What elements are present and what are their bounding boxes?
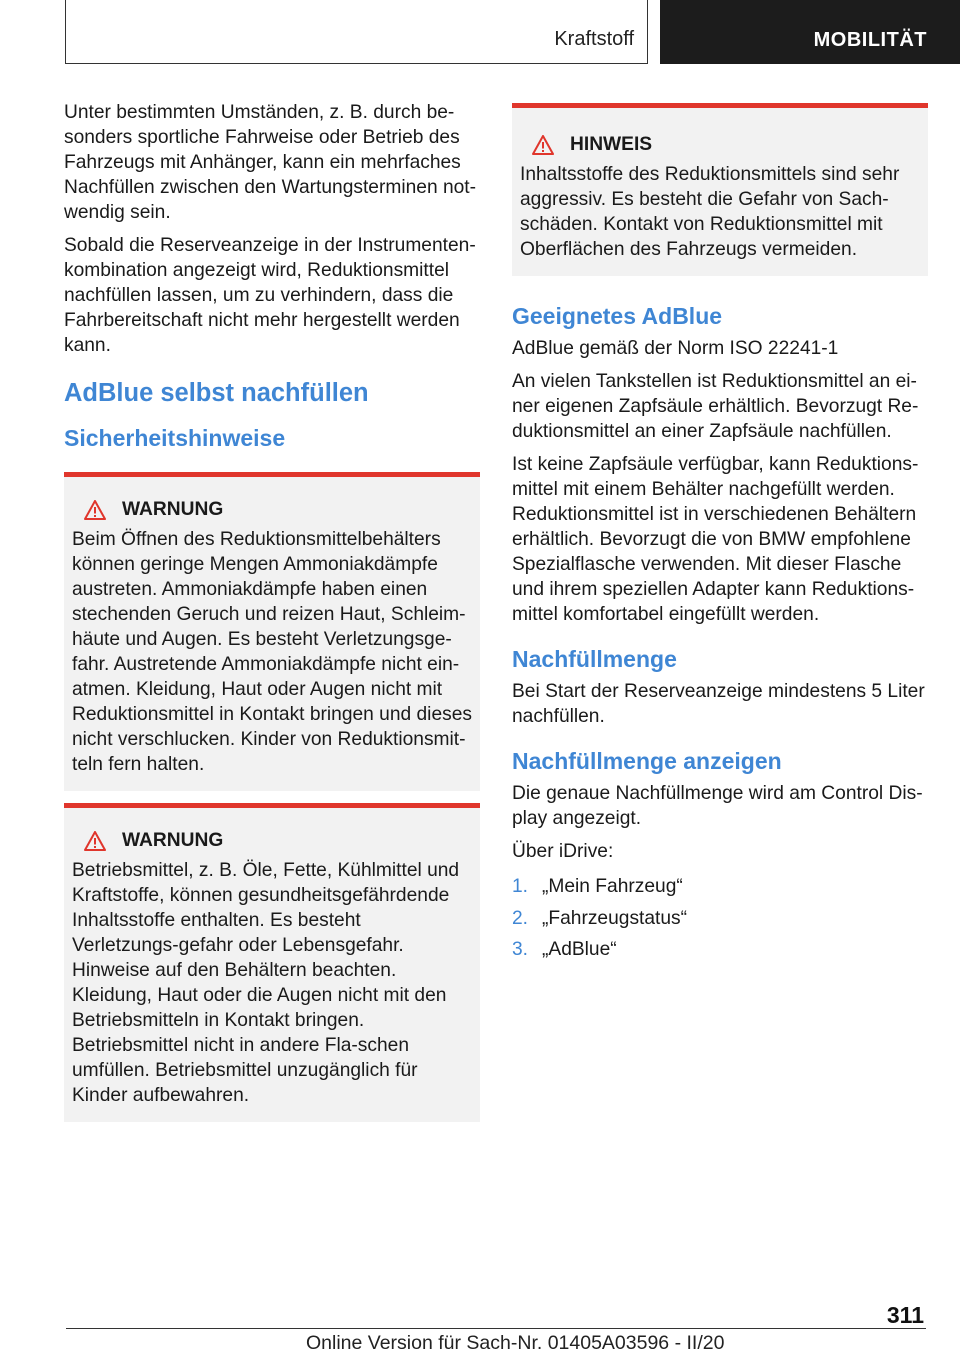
header-section-tab [65, 0, 648, 64]
paragraph-intro: Unter bestimmten Umständen, z. B. durch be-sonders sportliche Fahrweise oder Betrieb des Fahrzeugs mit Anhänger, kann ein mehrfaches Nachfüllen zwischen den Wartungsterminen not-wendig sein. [64, 102, 477, 223]
heading-sicherheitshinweise: Sicherheitshinweise [64, 425, 286, 451]
warning-box-betriebsmittel [64, 803, 480, 1122]
left-column [64, 100, 480, 1134]
heading-nachfuellmenge: Nachfüllmenge [512, 646, 677, 672]
header-chapter-tab [660, 0, 960, 64]
step-text: „AdBlue“ [542, 939, 617, 960]
footer-divider [66, 1328, 926, 1329]
step-number: 1. [512, 876, 529, 897]
page-number: 311 [886, 1302, 924, 1328]
header-section-title: Kraftstoff [554, 28, 634, 50]
right-column [512, 103, 928, 969]
paragraph-idrive: Über iDrive: [512, 841, 614, 862]
warning-box-ammonia [64, 472, 480, 791]
warning-text: Beim Öffnen des Reduktionsmittelbehälters können geringe Mengen Ammoniakdämpfe austreten. Ammoniakdämpfe haben einen stechenden Geruch und reizen Haut, Schleim-häute und Augen. Es besteht Verletzungsge-fahr. Austretende Ammoniakdämpfe nicht ein-atmen. Kleidung, Haut oder Augen nicht mit Reduktionsmittel in Kontakt bringen und dieses nicht verschlucken. Kinder von Reduktionsmit-teln fern halten. [72, 529, 472, 775]
header-chapter-title: MOBILITÄT [813, 29, 927, 51]
list-item [512, 937, 928, 962]
list-item [512, 906, 928, 931]
warning-title: WARNUNG [122, 499, 224, 520]
heading-nachfuellmenge-anzeigen: Nachfüllmenge anzeigen [512, 748, 782, 774]
step-text: „Fahrzeugstatus“ [542, 907, 688, 929]
paragraph-control-display: Die genaue Nachfüllmenge wird am Control Dis-play angezeigt. [512, 783, 923, 829]
paragraph-norm: AdBlue gemäß der Norm ISO 22241-1 [512, 338, 839, 359]
warning-triangle-icon [84, 831, 106, 851]
warning-text: Betriebsmittel, z. B. Öle, Fette, Kühlmittel und Kraftstoffe, können gesundheitsgefährdende Inhaltsstoffe enthalten. Es besteht Verletzungs-gefahr oder Lebensgefahr. Hinweise auf den Behältern beachten. Kleidung, Haut oder die Augen nicht mit den Betriebsmitteln in Kontakt bringen. Betriebsmittel nicht in andere Fla-schen umfüllen. Betriebsmittel unzugänglich für Kinder aufbewahren. [72, 860, 460, 1106]
step-number: 2. [512, 907, 529, 929]
heading-adblue-selbst: AdBlue selbst nachfüllen [64, 379, 369, 407]
warning-triangle-icon [84, 500, 106, 520]
paragraph-nachfuellmenge: Bei Start der Reserveanzeige mindestens 5 Liter nachfüllen. [512, 681, 925, 727]
list-item [512, 874, 928, 899]
paragraph-tankstellen: An vielen Tankstellen ist Reduktionsmittel an ei-ner eigenen Zapfsäule erhältlich. Bevorzugt Re-duktionsmittel an einer Zapfsäule nachfüllen. [512, 371, 919, 442]
step-text: „Mein Fahrzeug“ [542, 876, 683, 897]
note-box [512, 103, 928, 276]
note-title: HINWEIS [570, 134, 653, 155]
note-text: Inhaltsstoffe des Reduktionsmittels sind sehr aggressiv. Es besteht die Gefahr von Sach-schäden. Kontakt von Reduktionsmittel mit Oberflächen des Fahrzeugs vermeiden. [520, 164, 900, 260]
footer-version-text: Online Version für Sach-Nr. 01405A03596 - II/20 [306, 1332, 725, 1354]
warning-title: WARNUNG [122, 830, 224, 851]
paragraph-reserve: Sobald die Reserveanzeige in der Instrumenten-kombination angezeigt wird, Reduktionsmittel nachfüllen lassen, um zu verhindern, dass die Fahrbereitschaft nicht mehr hergestellt werden kann. [64, 235, 476, 356]
idrive-steps-list [512, 874, 928, 962]
heading-geeignetes-adblue: Geeignetes AdBlue [512, 303, 723, 329]
paragraph-behaelter: Ist keine Zapfsäule verfügbar, kann Reduktions-mittel mit einem Behälter nachgefüllt werden. Reduktionsmittel ist in verschiedenen Behältern erhältlich. Bevorzugt die von BMW empfohlene Spezialflasche verwenden. Mit dieser Flasche und ihrem speziellen Adapter kann Reduktions-mittel komfortabel eingefüllt werden. [512, 454, 919, 625]
warning-triangle-icon [532, 135, 554, 155]
step-number: 3. [512, 939, 529, 960]
